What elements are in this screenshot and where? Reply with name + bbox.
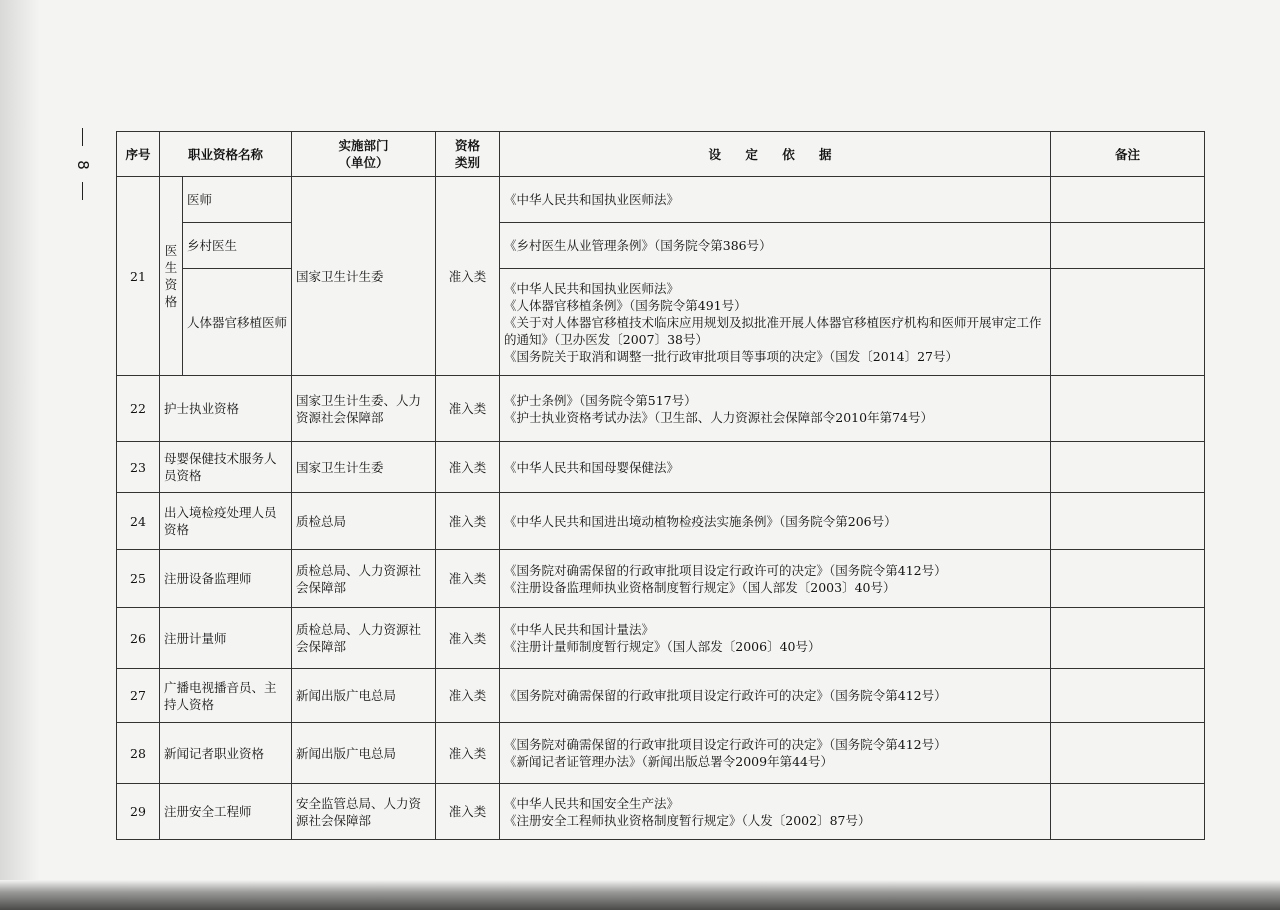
table-row <box>117 723 1205 784</box>
row-category: 准入类 <box>436 376 500 442</box>
row-seq: 26 <box>117 608 160 669</box>
row-seq: 22 <box>117 376 160 442</box>
row-dept: 国家卫生计生委 <box>292 442 436 493</box>
row-dept: 质检总局 <box>292 493 436 550</box>
header-dept-line: 实施部门 <box>338 138 389 153</box>
basis-line: 《人体器官移植条例》（国务院令第491号） <box>504 297 747 313</box>
row-dept: 安全监管总局、人力资源社会保障部 <box>292 784 436 840</box>
page-number-value: 8 <box>74 160 92 170</box>
row-seq: 25 <box>117 550 160 608</box>
row-basis <box>500 723 1051 784</box>
basis-line: 《中华人民共和国计量法》 <box>504 622 655 637</box>
row-remarks <box>1051 269 1205 376</box>
page-number <box>70 128 96 208</box>
row-seq: 27 <box>117 669 160 723</box>
sub-name: 人体器官移植医师 <box>183 269 292 376</box>
basis-line: 《国务院对确需保留的行政审批项目设定行政许可的决定》（国务院令第412号） <box>504 562 947 578</box>
row-basis <box>500 177 1051 223</box>
header-remarks: 备注 <box>1051 132 1205 177</box>
sub-name: 医师 <box>183 177 292 223</box>
row-remarks <box>1051 177 1205 223</box>
row-remarks <box>1051 723 1205 784</box>
page-edge <box>0 0 40 910</box>
row-dept: 新闻出版广电总局 <box>292 669 436 723</box>
row-remarks <box>1051 442 1205 493</box>
row-remarks <box>1051 550 1205 608</box>
row-name: 注册设备监理师 <box>160 550 292 608</box>
row-seq: 23 <box>117 442 160 493</box>
header-category <box>436 132 500 177</box>
row-basis <box>500 376 1051 442</box>
page-number-tick-bottom <box>82 182 83 200</box>
row-category: 准入类 <box>436 669 500 723</box>
basis-line: 《注册安全工程师执业资格制度暂行规定》（人发〔2002〕87号） <box>504 812 871 828</box>
group-name-vertical <box>160 177 183 376</box>
table-header-row <box>117 132 1205 177</box>
header-seq: 序号 <box>117 132 160 177</box>
basis-line: 《关于对人体器官移植技术临床应用规划及拟批准开展人体器官移植医疗机构和医师开展审定工作的通知》（卫办医发〔2007〕38号） <box>504 314 1042 347</box>
row-name: 注册安全工程师 <box>160 784 292 840</box>
table-row <box>117 442 1205 493</box>
row-category: 准入类 <box>436 550 500 608</box>
row-dept: 国家卫生计生委 <box>292 177 436 376</box>
row-remarks <box>1051 223 1205 269</box>
basis-line: 《护士执业资格考试办法》（卫生部、人力资源社会保障部令2010年第74号） <box>504 409 933 425</box>
header-category-line: 资格 <box>455 138 481 153</box>
basis-line: 《护士条例》（国务院令第517号） <box>504 392 697 408</box>
row-category: 准入类 <box>436 723 500 784</box>
row-name: 广播电视播音员、主持人资格 <box>160 669 292 723</box>
row-name: 护士执业资格 <box>160 376 292 442</box>
row-basis <box>500 550 1051 608</box>
row-remarks <box>1051 493 1205 550</box>
row-category: 准入类 <box>436 442 500 493</box>
sub-name: 乡村医生 <box>183 223 292 269</box>
row-name: 注册计量师 <box>160 608 292 669</box>
row-name: 母婴保健技术服务人员资格 <box>160 442 292 493</box>
basis-line: 《中华人民共和国执业医师法》 <box>504 192 680 207</box>
row-category: 准入类 <box>436 784 500 840</box>
row-category: 准入类 <box>436 177 500 376</box>
basis-line: 《新闻记者证管理办法》（新闻出版总署令2009年第44号） <box>504 754 833 769</box>
row-basis <box>500 493 1051 550</box>
row-category: 准入类 <box>436 493 500 550</box>
table-row <box>117 550 1205 608</box>
row-seq: 28 <box>117 723 160 784</box>
row-category: 准入类 <box>436 608 500 669</box>
header-name: 职业资格名称 <box>160 132 292 177</box>
table-row <box>117 608 1205 669</box>
table-row <box>117 376 1205 442</box>
basis-line: 《中华人民共和国执业医师法》 <box>504 280 680 296</box>
basis-line: 《国务院对确需保留的行政审批项目设定行政许可的决定》（国务院令第412号） <box>504 688 947 703</box>
row-basis <box>500 669 1051 723</box>
row-dept: 质检总局、人力资源社会保障部 <box>292 550 436 608</box>
table-row <box>117 784 1205 840</box>
header-dept-line: （单位） <box>338 155 389 170</box>
qualification-table <box>116 131 1205 840</box>
header-basis: 设 定 依 据 <box>500 132 1051 177</box>
row-name: 新闻记者职业资格 <box>160 723 292 784</box>
basis-line: 《中华人民共和国母婴保健法》 <box>504 459 680 475</box>
scan-bottom-edge <box>0 880 1280 910</box>
table-row <box>117 669 1205 723</box>
basis-line: 《中华人民共和国安全生产法》 <box>504 795 680 811</box>
row-remarks <box>1051 608 1205 669</box>
row-remarks <box>1051 376 1205 442</box>
row-dept: 质检总局、人力资源社会保障部 <box>292 608 436 669</box>
row-basis <box>500 608 1051 669</box>
row-dept: 国家卫生计生委、人力资源社会保障部 <box>292 376 436 442</box>
header-dept <box>292 132 436 177</box>
basis-line: 《国务院关于取消和调整一批行政审批项目等事项的决定》（国发〔2014〕27号） <box>504 348 958 364</box>
row-seq: 24 <box>117 493 160 550</box>
basis-line: 《注册计量师制度暂行规定》（国人部发〔2006〕40号） <box>504 639 821 654</box>
row-seq: 21 <box>117 177 160 376</box>
row-basis <box>500 223 1051 269</box>
row-remarks <box>1051 669 1205 723</box>
group-name-text: 医 生 资 格 <box>164 243 178 309</box>
basis-line: 《注册设备监理师执业资格制度暂行规定》（国人部发〔2003〕40号） <box>504 579 896 595</box>
row-name: 出入境检疫处理人员资格 <box>160 493 292 550</box>
page-number-tick-top <box>82 128 83 146</box>
basis-line: 《国务院对确需保留的行政审批项目设定行政许可的决定》（国务院令第412号） <box>504 737 947 752</box>
row-seq: 29 <box>117 784 160 840</box>
row-basis <box>500 269 1051 376</box>
header-category-line: 类别 <box>455 155 481 170</box>
table-row <box>117 177 1205 223</box>
basis-line: 《中华人民共和国进出境动植物检疫法实施条例》（国务院令第206号） <box>504 513 897 529</box>
table-row <box>117 223 1205 269</box>
row-remarks <box>1051 784 1205 840</box>
basis-line: 《乡村医生从业管理条例》（国务院令第386号） <box>504 238 772 253</box>
row-dept: 新闻出版广电总局 <box>292 723 436 784</box>
row-basis <box>500 442 1051 493</box>
table-row <box>117 493 1205 550</box>
table-row <box>117 269 1205 376</box>
row-basis <box>500 784 1051 840</box>
